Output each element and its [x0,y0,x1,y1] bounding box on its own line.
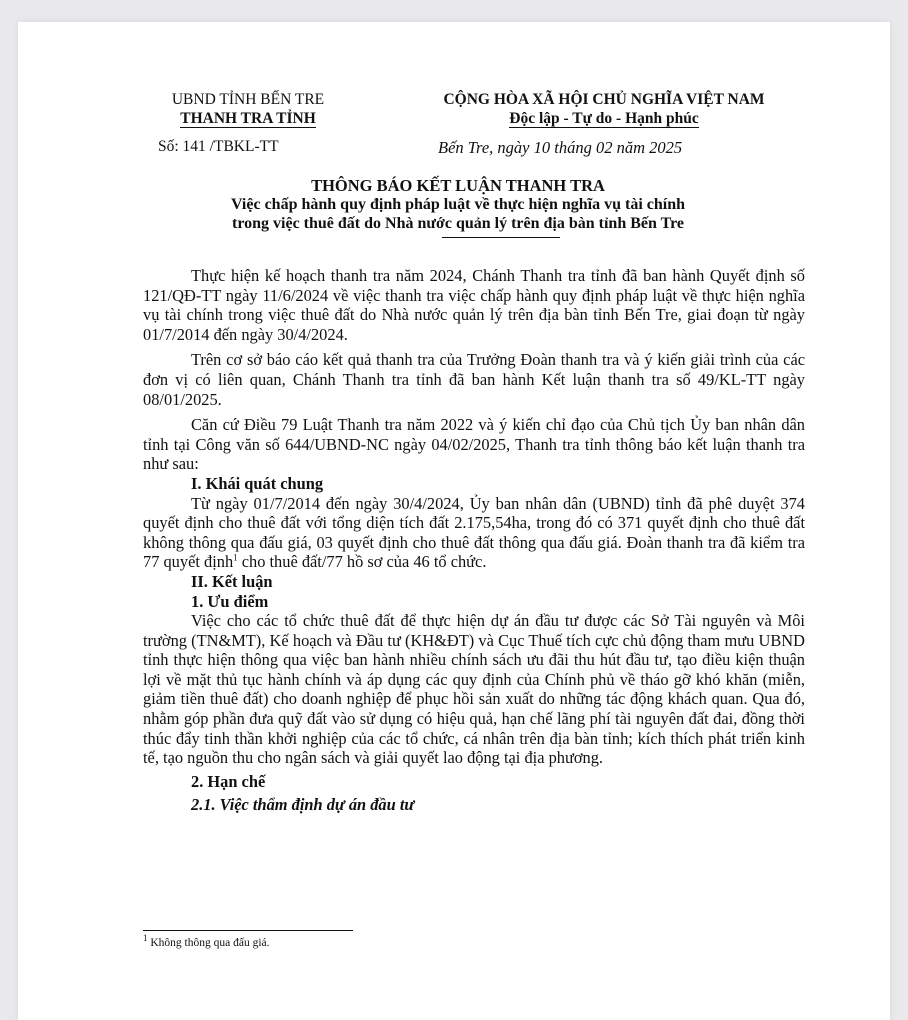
section-heading-2: II. Kết luận [191,571,273,591]
title-line-2: trong việc thuê đất do Nhà nước quản lý trên địa bàn tỉnh Bến Tre [231,215,684,232]
footnote-ref: 1 [233,552,238,563]
subsection-heading-2-1: 2.1. Việc thẩm định dự án đầu tư [191,795,415,815]
paragraph-5: Việc cho các tổ chức thuê đất để thực hiện dự án đầu tư được các Sở Tài nguyên và Môi trường (TN&MT), Kế hoạch và Đầu tư (KH&ĐT) và Cục Thuế tích cực chủ động tham mưu UBND tỉnh thực hiện thông qua việc ban hành nhiều chính sách ưu đãi thu hút đầu tư, tạo điều kiện thuận lợi về mặt thủ tục hành chính và áp dụng các quy định của Chính phủ về tháo gỡ khó khăn (miễn, giảm tiền thuê đất) cho doanh nghiệp để phục hồi sản xuất do những tác động khách quan. Qua đó, nhằm góp phần đưa quỹ đất vào sử dụng có hiệu quả, hạn chế lãng phí tài nguyên đất đai, đồng thời thúc đẩy tinh thần khởi nghiệp của các tổ chức, cá nhân trên địa bàn tỉnh; kích thích phát triển kinh tế, tạo nguồn thu cho ngân sách và giải quyết lao động tại địa phương. [143,611,805,768]
document-date: Bến Tre, ngày 10 tháng 02 năm 2025 [438,138,683,157]
title-line-1: Việc chấp hành quy định pháp luật về thực hiện nghĩa vụ tài chính [230,196,686,213]
footnote [143,933,270,949]
country-name: CỘNG HÒA XÃ HỘI CHỦ NGHĨA VIỆT NAM [443,91,765,108]
paragraph-2: Trên cơ sở báo cáo kết quả thanh tra của Trưởng Đoàn thanh tra và ý kiến giải trình của các đơn vị có liên quan, Chánh Thanh tra tỉnh đã ban hành Kết luận thanh tra số 49/KL-TT ngày 08/01/2025. [143,350,805,409]
footnote-mark: 1 [143,933,148,944]
paragraph-4-text-a: Từ ngày 01/7/2014 đến ngày 30/4/2024, Ủy ban nhân dân (UBND) tỉnh đã phê duyệt 374 quyết định cho thuê đất với tổng diện tích đất 2.175,54ha, trong đó có 371 quyết định cho thuê đất không thông qua đấu giá, 03 quyết định cho thuê đất thông qua đấu giá. Đoàn thanh tra đã kiểm tra 77 quyết định [143,493,805,572]
title-main: THÔNG BÁO KẾT LUẬN THANH TRA [311,176,605,195]
subsection-heading-1: 1. Ưu điểm [191,591,269,611]
section-heading-1: I. Khái quát chung [191,473,324,493]
agency-name: UBND TỈNH BẾN TRE [171,91,325,108]
footnote-separator [143,930,353,931]
document-number: Số: 141 /TBKL-TT [158,138,279,155]
header-right [384,90,824,128]
department-name: THANH TRA TỈNH [180,110,316,127]
document-page [18,22,890,1020]
paragraph-3: Căn cứ Điều 79 Luật Thanh tra năm 2022 và ý kiến chỉ đạo của Chủ tịch Ủy ban nhân dân tỉnh tại Công văn số 644/UBND-NC ngày 04/02/2025, Thanh tra tỉnh thông báo kết luận thanh tra như sau: [143,415,805,474]
paragraph-4 [143,494,805,572]
national-motto: Độc lập - Tự do - Hạnh phúc [509,110,699,127]
footnote-text: Không thông qua đấu giá. [147,937,270,949]
paragraph-1: Thực hiện kế hoạch thanh tra năm 2024, Chánh Thanh tra tỉnh đã ban hành Quyết định số 121/QĐ-TT ngày 11/6/2024 về việc thanh tra việc chấp hành quy định pháp luật về thực hiện nghĩa vụ tài chính trong việc thuê đất do Nhà nước quản lý trên địa bàn tỉnh Bến Tre, giai đoạn từ ngày 01/7/2014 đến ngày 30/4/2024. [143,266,805,344]
header-left [138,90,358,128]
subsection-heading-2: 2. Hạn chế [191,771,266,791]
paragraph-4-text-b: cho thuê đất/77 hồ sơ của 46 tổ chức. [237,552,487,572]
document-title [118,176,798,233]
title-underline [442,237,560,238]
document-body [143,266,805,815]
